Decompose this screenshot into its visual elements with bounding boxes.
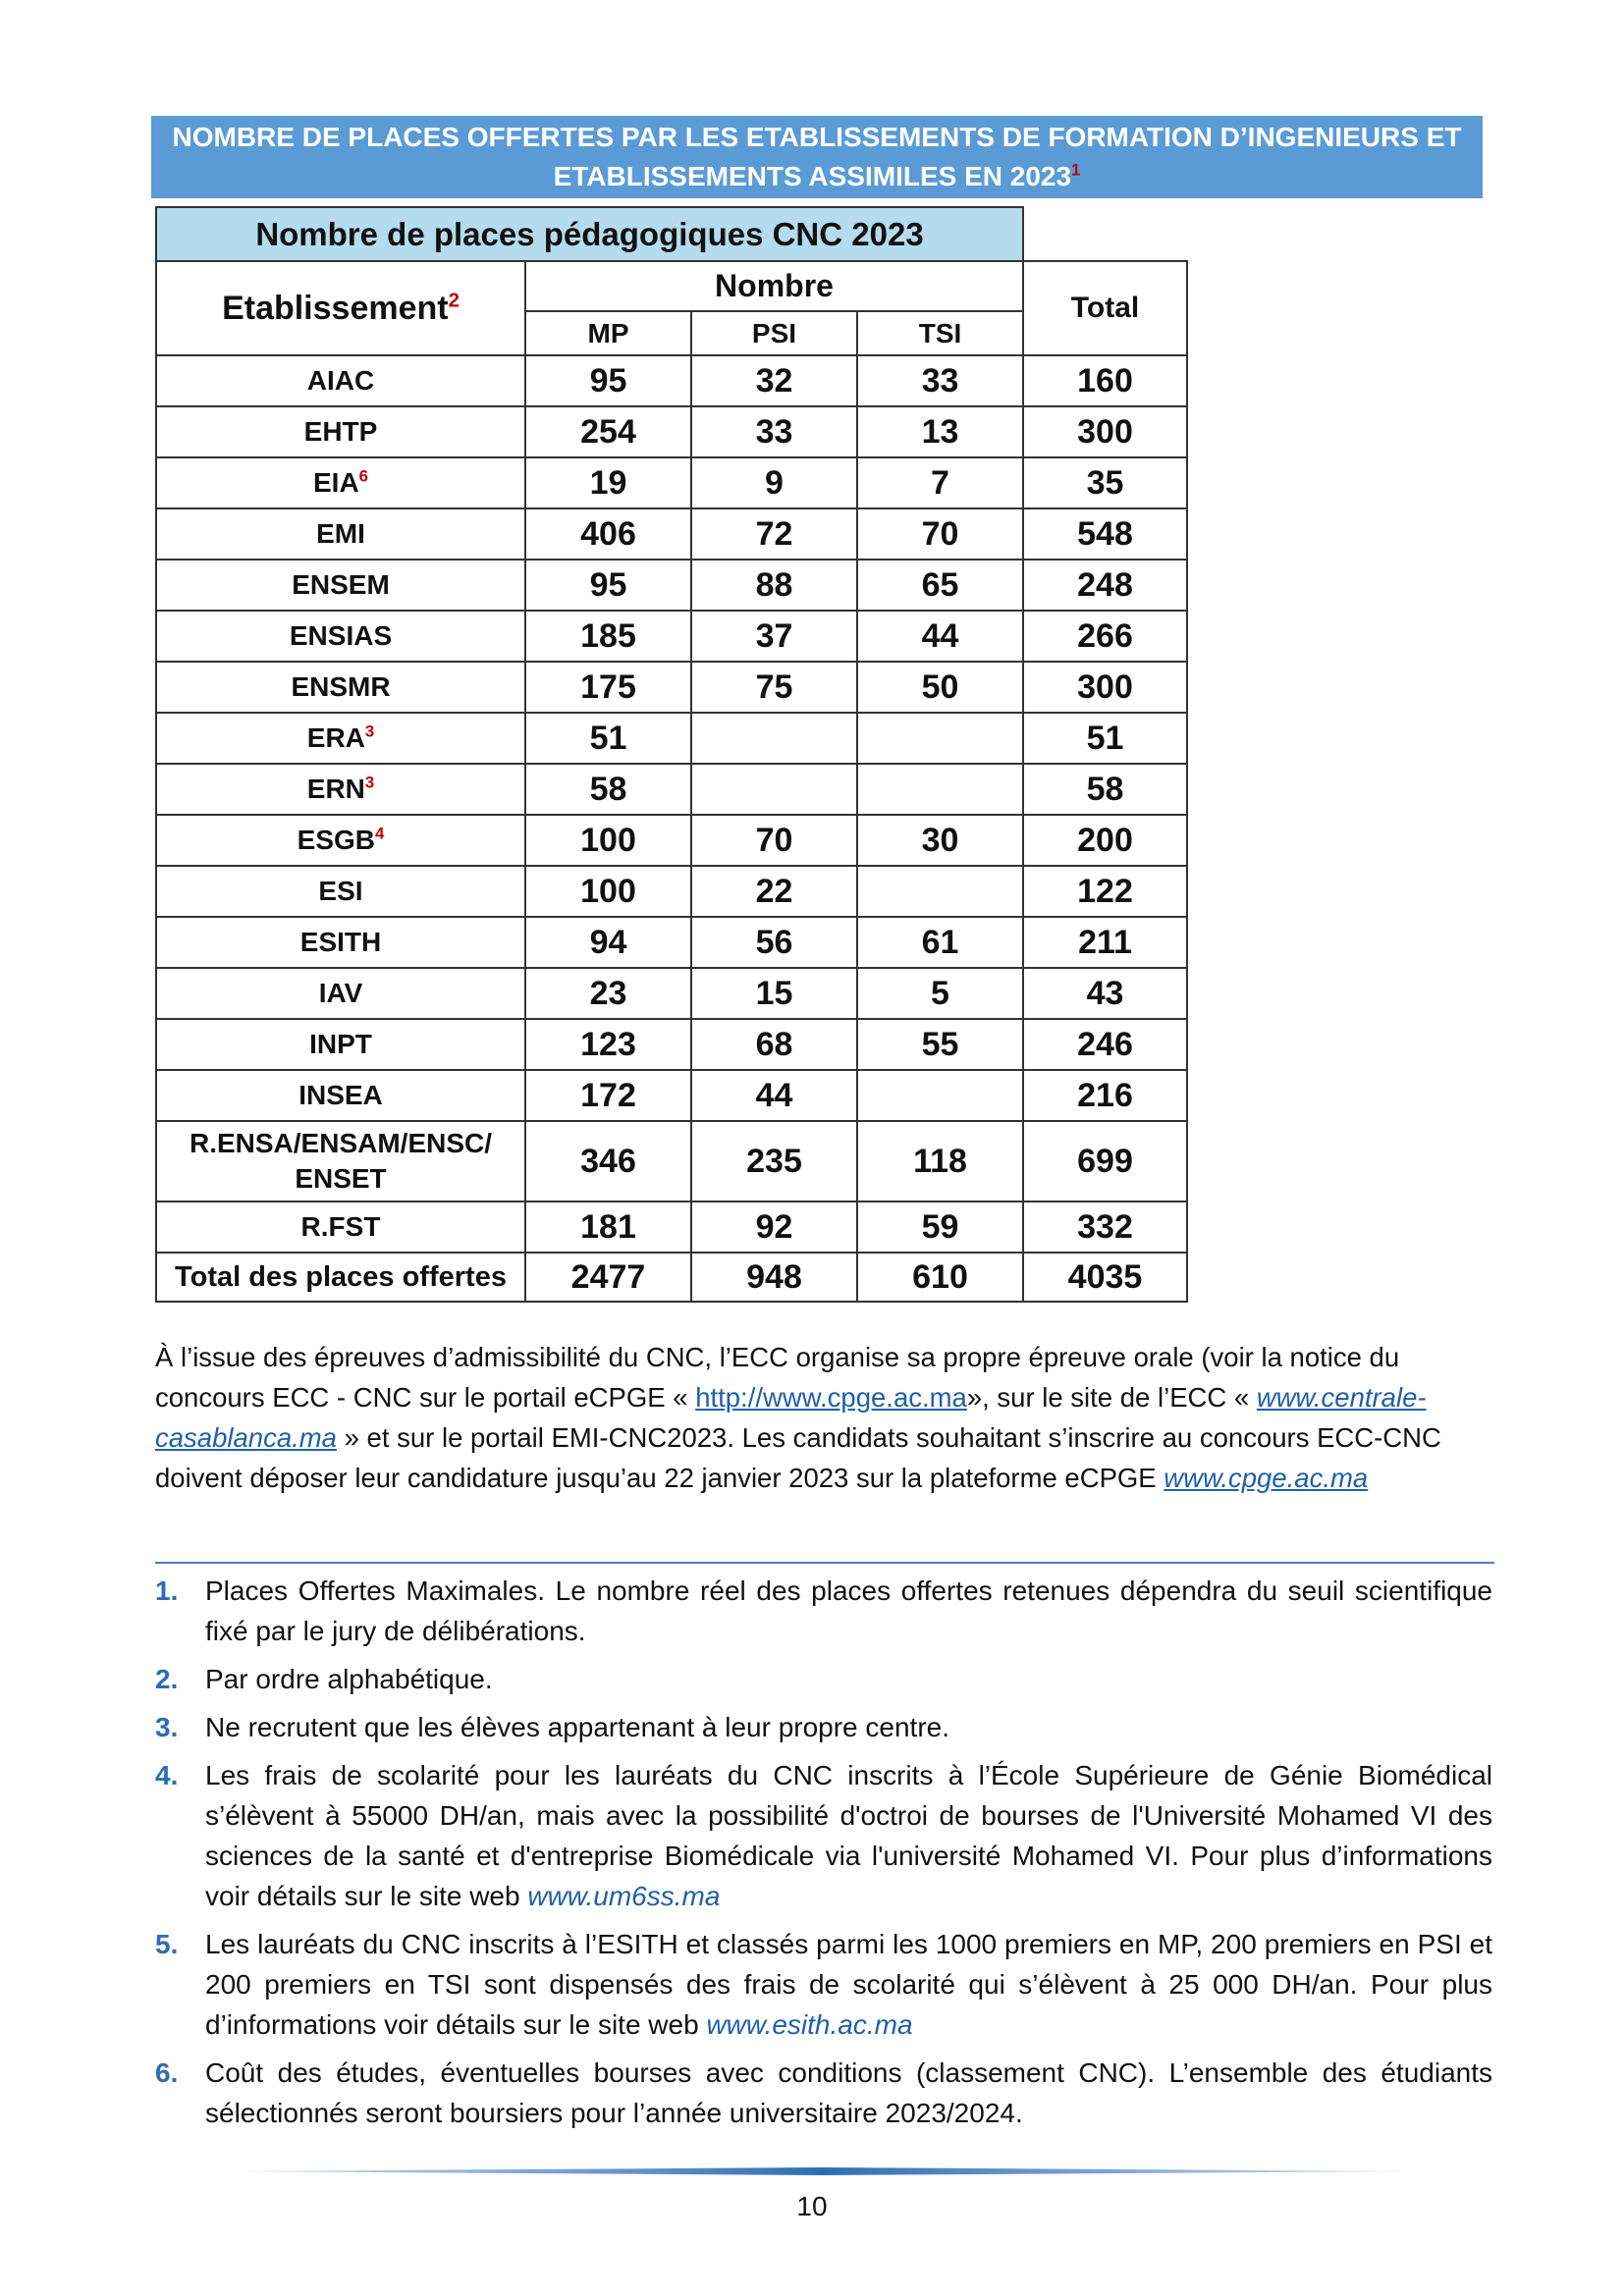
notice-text-1: À l’issue des épreuves d’admissibilité du CNC, l’ECC organise sa propre épreuve orale (voir la notice du concours ECC - CNC sur le portail eCPGE « <box>155 1342 1400 1413</box>
cell-psi: 32 <box>691 355 857 406</box>
cell-psi: 15 <box>691 968 857 1019</box>
total-mp: 2477 <box>525 1253 691 1302</box>
table-row <box>156 1070 1187 1121</box>
cell-psi: 92 <box>691 1201 857 1253</box>
cell-mp: 51 <box>525 713 691 764</box>
cell-total: 216 <box>1023 1070 1187 1121</box>
table-title-blank <box>1023 207 1187 261</box>
cell-psi <box>691 764 857 815</box>
cell-mp: 172 <box>525 1070 691 1121</box>
cell-total: 699 <box>1023 1121 1187 1201</box>
total-psi: 948 <box>691 1253 857 1302</box>
cell-total: 122 <box>1023 866 1187 917</box>
total-tsi: 610 <box>857 1253 1023 1302</box>
cell-etablissement <box>156 917 525 968</box>
etablissement-name: ENSEM <box>292 569 390 600</box>
etablissement-name: INPT <box>309 1029 372 1059</box>
cell-mp: 100 <box>525 815 691 866</box>
cell-total: 246 <box>1023 1019 1187 1070</box>
centrale-casablanca-link[interactable]: www.centrale-casablanca.ma <box>155 1382 1427 1453</box>
cell-total: 200 <box>1023 815 1187 866</box>
cell-mp: 123 <box>525 1019 691 1070</box>
page-number: 10 <box>796 2191 828 2221</box>
cell-total: 548 <box>1023 508 1187 560</box>
cell-mp: 94 <box>525 917 691 968</box>
etablissement-name: AIAC <box>306 365 375 396</box>
section-banner <box>151 116 1483 198</box>
notice-text-3: » et sur le portail EMI-CNC2023. Les candidats souhaitant s’inscrire au concours ECC-CNC doivent déposer leur candidature jusqu’au 22 janvier 2023 sur la plateforme eCPGE <box>155 1422 1441 1493</box>
header-etablissement-sup: 2 <box>448 290 460 312</box>
cell-etablissement <box>156 968 525 1019</box>
footnote-item <box>155 1707 1492 1747</box>
header-mp: MP <box>525 311 691 355</box>
cell-total: 35 <box>1023 457 1187 508</box>
cell-etablissement <box>156 713 525 764</box>
cell-tsi <box>857 764 1023 815</box>
etablissement-name: EIA <box>312 467 359 498</box>
footnote-number: 6. <box>155 2057 179 2088</box>
etablissement-name: R.FST <box>300 1211 381 1242</box>
cell-total: 211 <box>1023 917 1187 968</box>
cell-etablissement <box>156 866 525 917</box>
footnote-text <box>205 1707 1492 1747</box>
etablissement-footnote-ref: 4 <box>375 824 385 843</box>
cell-etablissement <box>156 611 525 662</box>
cell-etablissement <box>156 764 525 815</box>
cpge-platform-link[interactable]: www.cpge.ac.ma <box>1164 1463 1369 1493</box>
etablissement-name: IAV <box>318 978 363 1008</box>
cell-psi: 22 <box>691 866 857 917</box>
cell-tsi: 7 <box>857 457 1023 508</box>
table-row <box>156 764 1187 815</box>
cell-psi <box>691 713 857 764</box>
cell-mp: 100 <box>525 866 691 917</box>
header-etablissement-text: Etablissement <box>222 289 449 327</box>
cpge-link[interactable]: http://www.cpge.ac.ma <box>695 1382 967 1413</box>
cell-tsi: 118 <box>857 1121 1023 1201</box>
etablissement-name: ESITH <box>299 927 382 957</box>
header-etablissement <box>156 261 525 355</box>
footnote-body: Places Offertes Maximales. Le nombre réel des places offertes retenues dépendra du seuil scientifique fixé par le jury de délibérations. <box>205 1575 1492 1646</box>
footnote-website-link[interactable]: www.esith.ac.ma <box>706 2009 913 2040</box>
cell-tsi <box>857 1070 1023 1121</box>
etablissement-name: ENSMR <box>291 671 391 702</box>
etablissement-name: ENSIAS <box>289 620 393 651</box>
cell-etablissement <box>156 560 525 611</box>
cell-etablissement <box>156 1070 525 1121</box>
cell-mp: 58 <box>525 764 691 815</box>
cell-psi: 235 <box>691 1121 857 1201</box>
etablissement-name: ESI <box>318 876 363 906</box>
table-row <box>156 1019 1187 1070</box>
footnote-body: Ne recrutent que les élèves appartenant à leur propre centre. <box>205 1712 950 1742</box>
etablissement-footnote-ref: 6 <box>358 466 369 486</box>
cell-psi: 68 <box>691 1019 857 1070</box>
cell-etablissement <box>156 406 525 457</box>
cell-mp: 346 <box>525 1121 691 1201</box>
footnote-number: 1. <box>155 1575 179 1606</box>
table-row <box>156 713 1187 764</box>
table-row <box>156 662 1187 713</box>
cell-tsi: 5 <box>857 968 1023 1019</box>
footnote-number: 2. <box>155 1664 179 1694</box>
cell-psi: 44 <box>691 1070 857 1121</box>
table-row <box>156 1121 1187 1201</box>
cell-psi: 33 <box>691 406 857 457</box>
cell-psi: 88 <box>691 560 857 611</box>
cell-tsi: 65 <box>857 560 1023 611</box>
header-tsi: TSI <box>857 311 1023 355</box>
total-row <box>156 1253 1187 1302</box>
cell-mp: 23 <box>525 968 691 1019</box>
cell-psi: 70 <box>691 815 857 866</box>
cell-etablissement <box>156 1019 525 1070</box>
cell-etablissement <box>156 1121 525 1201</box>
cell-psi: 72 <box>691 508 857 560</box>
footnote-text <box>205 1659 1492 1699</box>
cell-mp: 406 <box>525 508 691 560</box>
table-row <box>156 406 1187 457</box>
cell-mp: 254 <box>525 406 691 457</box>
etablissement-name: INSEA <box>298 1080 383 1110</box>
footnote-item <box>155 2053 1492 2133</box>
table-row <box>156 815 1187 866</box>
footnote-website-link[interactable]: www.um6ss.ma <box>527 1881 721 1911</box>
places-table <box>155 206 1188 1303</box>
footnote-body: Par ordre alphabétique. <box>205 1664 493 1694</box>
table-row <box>156 1201 1187 1253</box>
cell-psi: 37 <box>691 611 857 662</box>
cell-tsi: 30 <box>857 815 1023 866</box>
footnote-number: 4. <box>155 1760 179 1790</box>
total-total: 4035 <box>1023 1253 1187 1302</box>
cell-mp: 19 <box>525 457 691 508</box>
cell-mp: 95 <box>525 560 691 611</box>
table-row <box>156 866 1187 917</box>
footnote-text <box>205 1924 1492 2045</box>
etablissement-name: ERA <box>306 722 365 753</box>
cell-total: 332 <box>1023 1201 1187 1253</box>
footnote-text <box>205 2053 1492 2133</box>
cell-etablissement <box>156 1201 525 1253</box>
cell-tsi: 44 <box>857 611 1023 662</box>
cell-tsi: 50 <box>857 662 1023 713</box>
banner-line-2-text: ETABLISSEMENTS ASSIMILES EN 2023 <box>553 161 1072 191</box>
cell-total: 58 <box>1023 764 1187 815</box>
cell-tsi: 55 <box>857 1019 1023 1070</box>
total-label: Total des places offertes <box>156 1253 525 1302</box>
table-row <box>156 917 1187 968</box>
table-row <box>156 508 1187 560</box>
footnote-number: 5. <box>155 1929 179 1959</box>
cell-total: 266 <box>1023 611 1187 662</box>
notice-text-2: », sur le site de l’ECC « <box>966 1382 1257 1413</box>
footnote-number: 3. <box>155 1712 179 1742</box>
cell-mp: 181 <box>525 1201 691 1253</box>
cell-psi: 9 <box>691 457 857 508</box>
etablissement-name: ESGB <box>297 825 375 855</box>
table-row <box>156 457 1187 508</box>
cell-psi: 75 <box>691 662 857 713</box>
footnote-body: Les lauréats du CNC inscrits à l’ESITH et classés parmi les 1000 premiers en MP, 200 premiers en PSI et 200 premiers en TSI sont dispensés des frais de scolarité qui s’élèvent à 25 000 DH/an. Pour plus d’informations voir détails sur le site web <box>205 1929 1492 2040</box>
cell-total: 248 <box>1023 560 1187 611</box>
cell-etablissement <box>156 815 525 866</box>
cell-etablissement <box>156 457 525 508</box>
footnote-body: Les frais de scolarité pour les lauréats du CNC inscrits à l’École Supérieure de Génie Biomédical s’élèvent à 55000 DH/an, mais avec la possibilité d'octroi de bourses de l'Université Mohamed VI des sciences de la santé et d'entreprise Biomédicale via l'université Mohamed VI. Pour plus d’informations voir détails sur le site web <box>205 1760 1492 1911</box>
cell-total: 300 <box>1023 662 1187 713</box>
footnote-body: Coût des études, éventuelles bourses avec conditions (classement CNC). L’ensemble des étudiants sélectionnés seront boursiers pour l’année universitaire 2023/2024. <box>205 2057 1492 2128</box>
etablissement-name: EHTP <box>303 416 378 447</box>
ecc-notice <box>155 1337 1490 1498</box>
footnote-text <box>205 1571 1492 1651</box>
cell-tsi <box>857 866 1023 917</box>
footnote-item <box>155 1924 1492 2045</box>
etablissement-footnote-ref: 3 <box>364 721 375 741</box>
footnote-text <box>205 1755 1492 1916</box>
banner-line-1: NOMBRE DE PLACES OFFERTES PAR LES ETABLISSEMENTS DE FORMATION D’INGENIEURS ET <box>172 122 1462 152</box>
cell-tsi: 70 <box>857 508 1023 560</box>
cell-tsi: 33 <box>857 355 1023 406</box>
table-title: Nombre de places pédagogiques CNC 2023 <box>156 207 1023 261</box>
etablissement-name-line-2: ENSET <box>295 1163 387 1194</box>
cell-total: 300 <box>1023 406 1187 457</box>
cell-mp: 95 <box>525 355 691 406</box>
footer-rule <box>230 2167 1416 2175</box>
cell-tsi: 61 <box>857 917 1023 968</box>
table-row <box>156 611 1187 662</box>
cell-tsi: 59 <box>857 1201 1023 1253</box>
etablissement-name: ERN <box>306 774 365 804</box>
banner-line-2 <box>151 157 1483 196</box>
cell-mp: 175 <box>525 662 691 713</box>
cell-mp: 185 <box>525 611 691 662</box>
cell-etablissement <box>156 355 525 406</box>
cell-tsi: 13 <box>857 406 1023 457</box>
cell-etablissement <box>156 662 525 713</box>
cell-total: 160 <box>1023 355 1187 406</box>
cell-total: 51 <box>1023 713 1187 764</box>
footnote-item <box>155 1659 1492 1699</box>
cell-total: 43 <box>1023 968 1187 1019</box>
header-psi: PSI <box>691 311 857 355</box>
banner-footnote-ref: 1 <box>1071 160 1081 180</box>
cell-etablissement <box>156 508 525 560</box>
etablissement-name: EMI <box>316 518 365 549</box>
cell-tsi <box>857 713 1023 764</box>
etablissement-footnote-ref: 3 <box>364 773 375 792</box>
footnotes-list <box>155 1563 1492 2133</box>
header-total: Total <box>1023 261 1187 355</box>
table-row <box>156 968 1187 1019</box>
table-row <box>156 560 1187 611</box>
footnote-item <box>155 1755 1492 1916</box>
footnote-item <box>155 1571 1492 1651</box>
table-row <box>156 355 1187 406</box>
etablissement-name: R.ENSA/ENSAM/ENSC/ <box>189 1128 493 1158</box>
header-nombre: Nombre <box>525 261 1023 311</box>
cell-psi: 56 <box>691 917 857 968</box>
